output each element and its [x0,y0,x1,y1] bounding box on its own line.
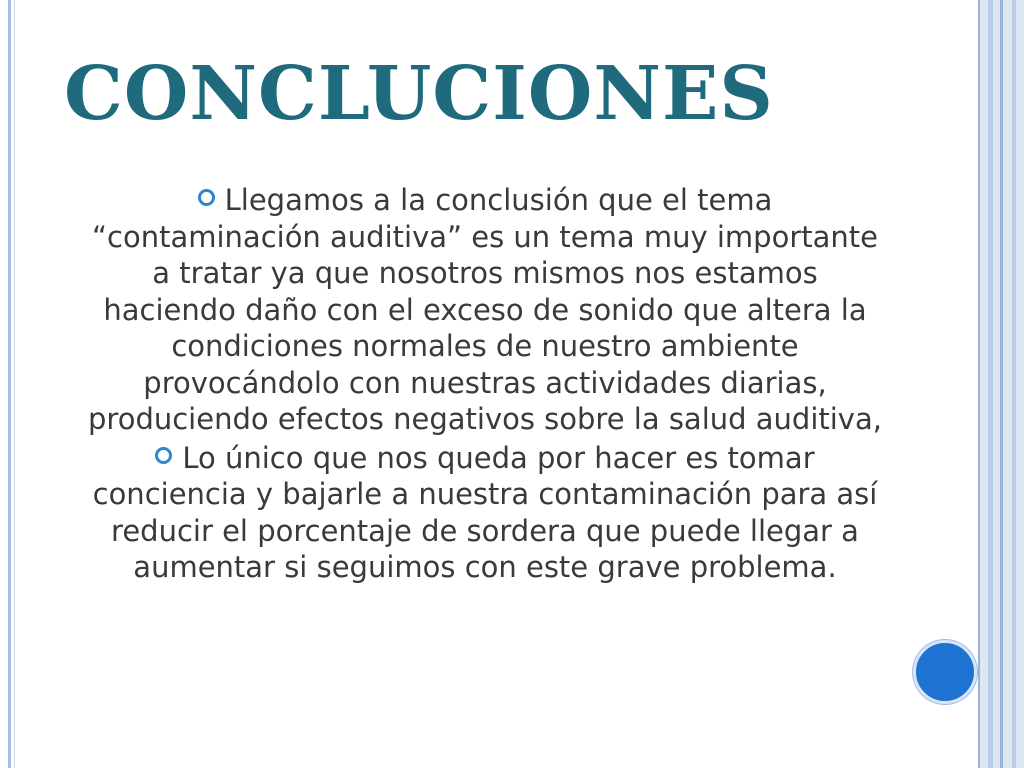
right-border-line [978,0,980,768]
left-border-thin-line [14,0,15,768]
bullet-list [84,182,886,588]
right-border-line-3 [1000,0,1003,768]
slide-title: CONCLUCIONES [64,51,774,137]
bullet-item [84,440,886,586]
bullet-text: Lo único que nos queda por hacer es tomar conciencia y bajarle a nuestra contaminación para así reducir el porcentaje de sordera que puede llegar a aumentar si seguimos con este grave problema. [92,440,878,584]
ring-bullet-icon [198,189,215,206]
left-border-line [8,0,11,768]
right-border-line-4 [1012,0,1016,768]
bullet-text: Llegamos a la conclusión que el tema “contaminación auditiva” es un tema muy importante a tratar ya que nosotros mismos nos estamos haciendo daño con el exceso de sonido que altera la condiciones normales de nuestro ambiente provocándolo con nuestras actividades diarias, produciendo efectos negativos sobre la salud auditiva, [88,183,882,436]
blue-circle-icon [913,640,977,704]
bullet-item [84,182,886,438]
ring-bullet-icon [155,447,172,464]
right-border-line-2 [988,0,993,768]
